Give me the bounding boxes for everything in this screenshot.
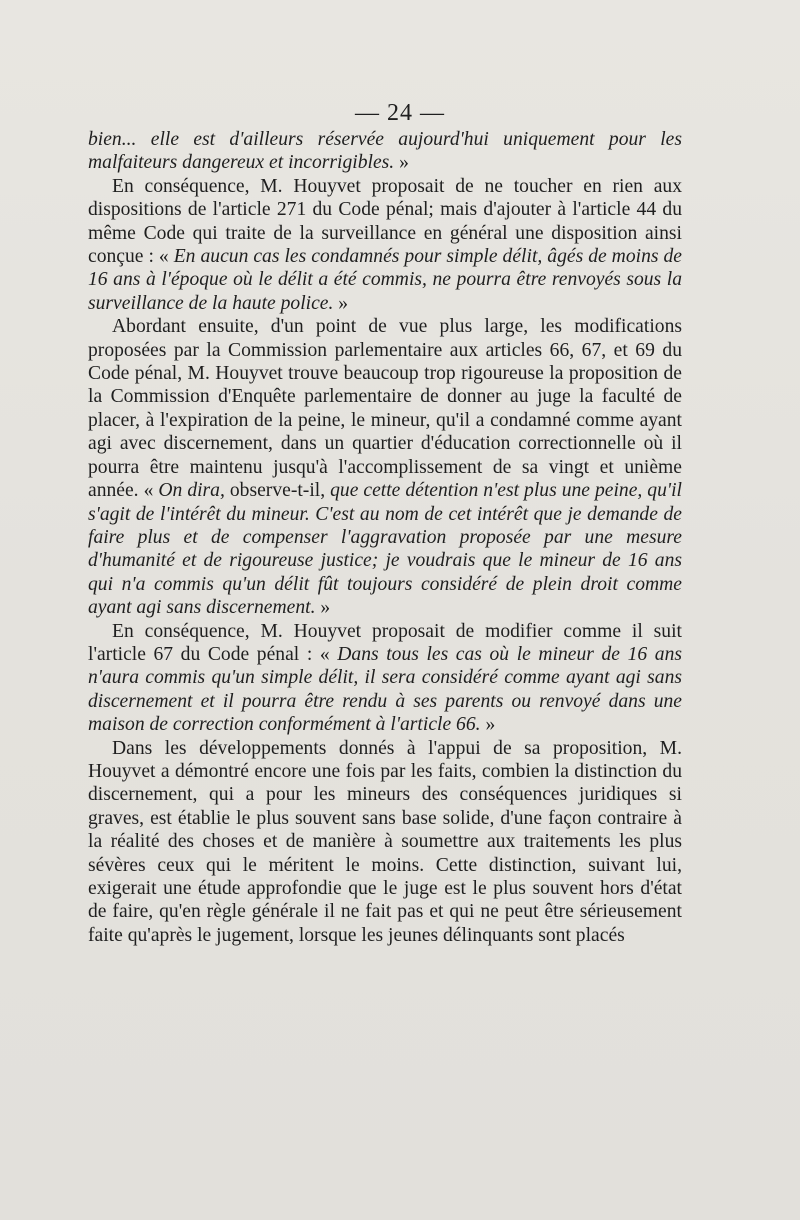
segment: En aucun cas les condamnés pour simple délit, âgés de moins de 16 ans à l'époque où le délit a été commis, ne pourra être renvoyés sous la surveillance de la haute police. — [88, 246, 682, 314]
segment: » — [394, 152, 409, 174]
segment: observe-t-il, — [224, 480, 331, 502]
body-text — [88, 128, 682, 947]
segment: Abordant ensuite, d'un point de vue plus large, les modifications proposées par la Commission parlementaire aux articles 66, 67, et 69 du Code pénal, M. Houyvet trouve beaucoup trop rigoureuse la proposition de la Commission d'Enquête parlementaire de donner au juge la faculté de placer, à l'expiration de la peine, le mineur, qu'il a condamné comme ayant agi avec discernement, dans un quartier d'éducation correctionnelle où il pourra être maintenu jusqu'à l'accomplissement de sa vingt et unième année. « — [88, 316, 682, 502]
paragraph-0 — [88, 128, 682, 175]
segment: que cette détention n'est plus une peine, qu'il s'agit de l'intérêt du mineur. C'est au nom de cet intérêt que je demande de faire plus et de compenser l'aggravation proposée par une mesure d'humanité et de rigoureuse justice; je voudrais que le mineur de 16 ans qui n'a commis qu'un délit fût toujours considéré de plein droit comme ayant agi sans discernement. — [88, 480, 682, 619]
segment: » — [480, 714, 496, 736]
segment: Dans tous les cas où le mineur de 16 ans n'aura commis qu'un simple délit, il sera considéré comme ayant agi sans discernement et il pourra être rendu à ses parents ou renvoyé dans une maison de correction conformément à l'article 66. — [88, 643, 682, 736]
segment: En conséquence, M. Houyvet proposait de modifier comme il suit l'article 67 du Code pénal : « — [88, 620, 682, 665]
segment: On dira, — [158, 480, 225, 502]
segment: » — [315, 597, 331, 619]
paragraph-1 — [88, 175, 682, 315]
paragraph-2 — [88, 315, 682, 619]
segment: bien... elle est d'ailleurs réservée aujourd'hui uniquement pour les malfaiteurs dangereux et incorrigibles. — [88, 129, 682, 174]
page-number: — 24 — — [355, 100, 445, 126]
paragraph-4 — [88, 737, 682, 948]
segment: » — [333, 292, 349, 314]
paragraph-3 — [88, 620, 682, 737]
segment: En conséquence, M. Houyvet proposait de ne toucher en rien aux dispositions de l'article 271 du Code pénal; mais d'ajouter à l'article 44 du même Code qui traite de la surveillance en général une disposition ainsi conçue : « — [88, 175, 682, 268]
segment: Dans les développements donnés à l'appui de sa proposition, M. Houyvet a démontré encore une fois par les faits, combien la distinction du discernement, qui a pour les mineurs des conséquences juridiques si graves, est établie le plus souvent sans base solide, d'une façon contraire à la réalité des choses et de manière à soumettre aux traitements les plus sévères ceux qui le méritent le moins. Cette distinction, suivant lui, exigerait une étude approfondie que le juge est le plus souvent hors d'état de faire, qu'en règle générale il ne fait pas et qui ne peut être sérieusement faite qu'après le jugement, lorsque les jeunes délinquants sont placés — [88, 737, 682, 946]
